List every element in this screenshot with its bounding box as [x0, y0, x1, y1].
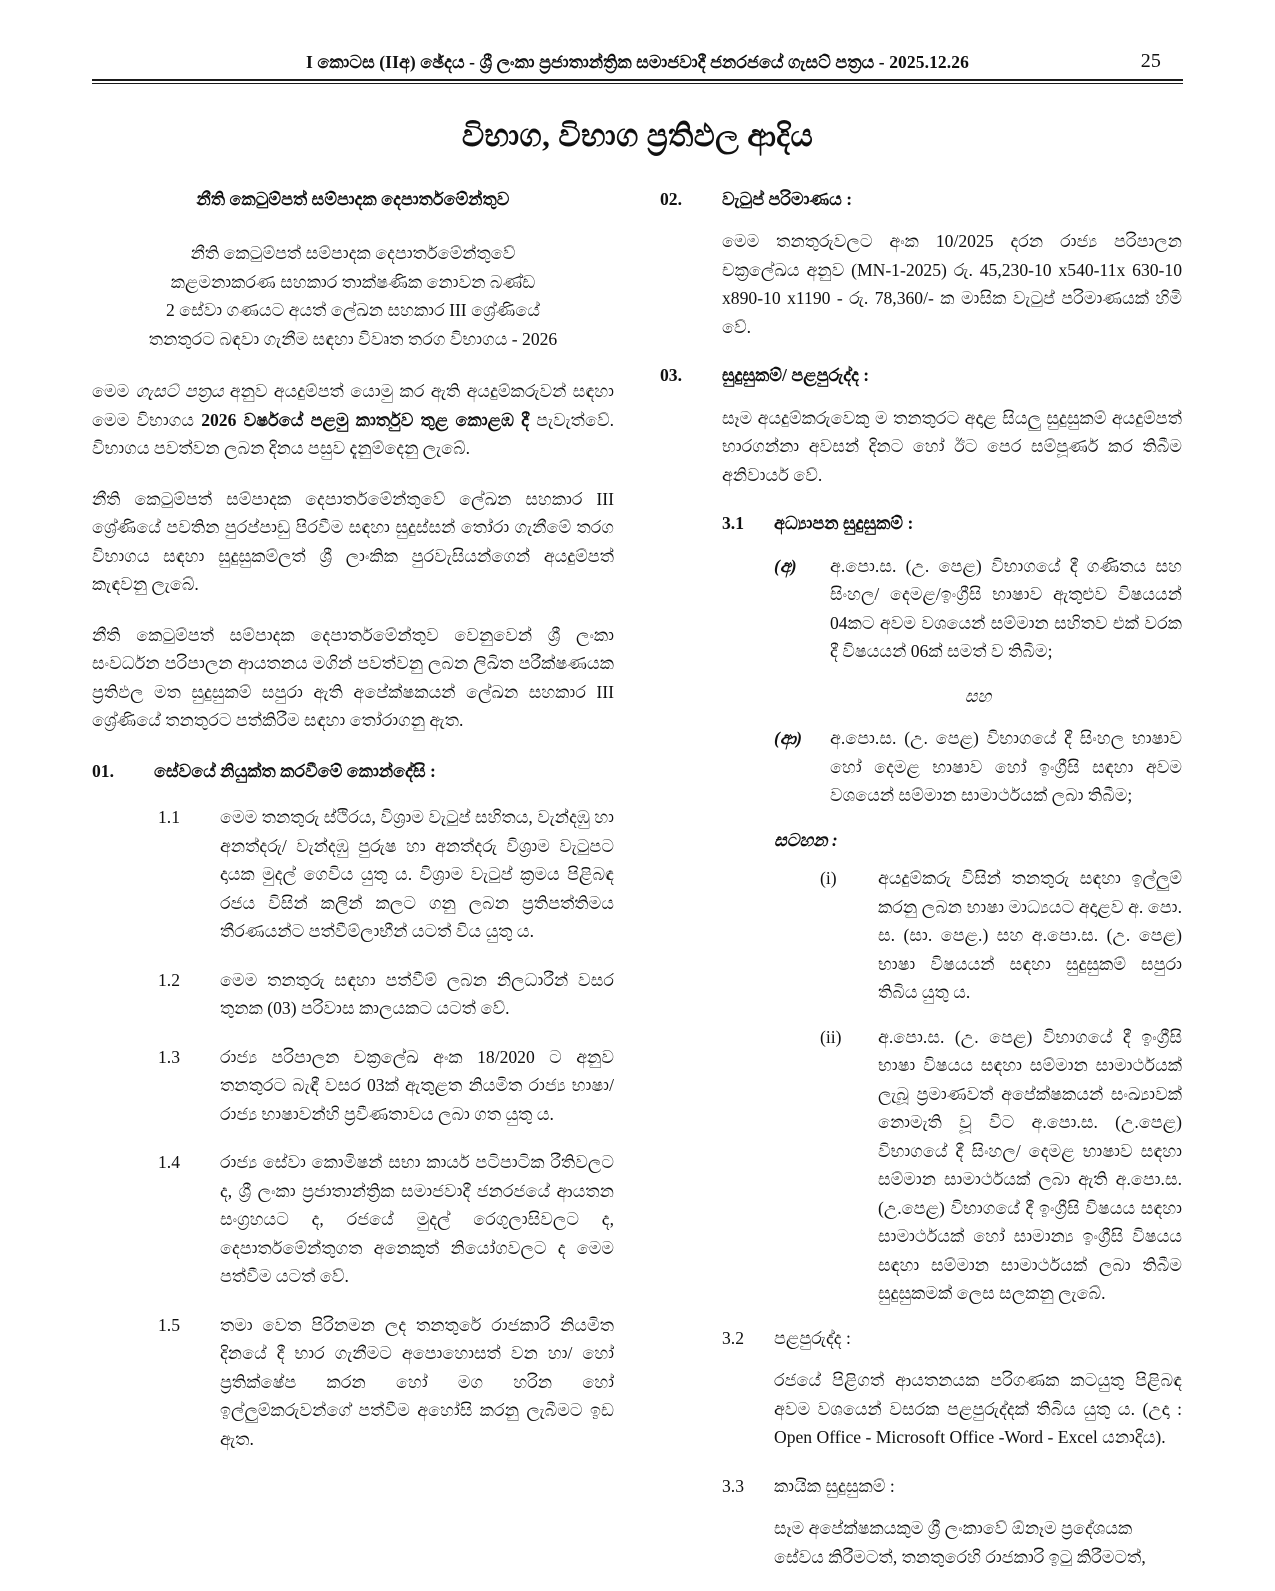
item-text: තමා වෙත පිරිනමන ලද තනතුරේ රාජකාරි නියමිත දිනයේ දී භාර ගැනීමට අපොහොසත් වන හා/ හෝ ප්‍රතික්ෂේප කරන හෝ මග හරින හෝ ඉල්ලුම්කරුවන්ගේ පත්වීම අහෝසි කරනු ලැබීමට ඉඩ ඇත.	[220, 1311, 614, 1454]
subsection-3-3-title: කායික සුදුසුකම් :	[774, 1472, 895, 1501]
note-i-text: අයදුම්කරු විසින් තනතුරු සඳහා ඉල්ලුම් කරනු ලබන භාෂා මාධ්‍යයට අදාළව අ. පො. ස. (සා. පෙළ.) සහ අ.පො.ස. (උ. පෙළ) භාෂා විෂයයන් සඳහා සුදුසුකම් සපුරා තිබිය යුතු ය.	[878, 864, 1182, 1007]
note-i-marker: (i)	[820, 864, 878, 1007]
right-column	[660, 185, 1182, 1591]
intro-paragraph-3: නීති කෙටුම්පත් සම්පාදක දෙපාර්තමේන්තුව වෙනුවෙන් ශ්‍රී ලංකා සංවර්ධන පරිපාලන ආයතනය මගින් පවත්වනු ලබන ලිඛිත පරීක්ෂණයක ප්‍රතිඵල මත සුදුසුකම් සපුරා ඇති අපේක්ෂකයන් ලේඛන සහකාර III ශ්‍රේණියේ තනතුරට පත්කිරීම සඳහා තෝරාගනු ඇත.	[92, 621, 614, 735]
section-01-heading	[92, 757, 614, 786]
subsection-3-2-heading	[660, 1324, 1182, 1353]
intro-p1-gazette: ගැසට් පත්‍රය	[136, 381, 230, 401]
intro-p1-part: අනුව අයදුම්පත් යොමු කර ඇති අයදුම්කරුවන් සඳහා මෙම විභාගය	[92, 381, 614, 430]
item-text: මෙම තනතුරු සඳහා පත්වීම් ලබන නිලධාරීන් වසර තුනක (03) පරිවාස කාලයකට යටත් වේ.	[220, 966, 614, 1023]
left-column	[92, 185, 614, 1474]
list-item	[92, 966, 614, 1023]
qualification-option-a	[660, 552, 1182, 666]
option-a-text: අ.පො.ස. (උ. පෙළ) විභාගයේ දී ගණිතය සහ සිංහල/ දෙමළ/ඉංග්‍රීසි භාෂාව ඇතුළුව විෂයයන් 04කට අවම වශයෙන් සම්මාන සහිතව එක් වරක දී විෂයයන් 06ක් සමත් ව තිබීම;	[830, 552, 1182, 666]
subsection-3-1-number: 3.1	[722, 509, 774, 538]
exam-heading-line: තනතුරට බඳවා ගැනීම සඳහා විවෘත තරග විභාගය - 2026	[92, 325, 614, 354]
list-item	[92, 803, 614, 946]
subsection-3-3-heading	[660, 1472, 1182, 1501]
option-b-marker: (ආ)	[774, 724, 830, 810]
header-rule-thick	[92, 79, 1183, 81]
subsection-3-3-body: සෑම අපේක්ෂකයකුම ශ්‍රී ලංකාවේ ඕනෑම ප්‍රදේශයක සේවය කිරීමටත්, තනතුරෙහි රාජකාරි ඉටු කිරීමටත්,	[660, 1514, 1182, 1571]
running-head-text: I කොටස (IIඅ) ඡේදය - ශ්‍රී ලංකා ප්‍රජාතාන්ත්‍රික සමාජවාදී ජනරජයේ ගැසට් පත්‍රය - 2025.12.26	[306, 52, 969, 73]
section-01-number: 01.	[92, 757, 154, 786]
section-01-title: සේවයේ නියුක්ත කරවීමේ කොන්දේසි :	[154, 757, 436, 786]
header-rule-thin	[92, 83, 1183, 84]
note-ii-text: අ.පො.ස. (උ. පෙළ) විභාගයේ දී ඉංග්‍රීසි භාෂා විෂයය සඳහා සම්මාන සාමාර්ථයක් ලැබූ ප්‍රමාණවත් අපේක්ෂකයන් සංඛ්‍යාවක් නොමැති වූ විට අ.පො.ස. (උ.පෙළ) විභාගයේ දී සිංහල/ දෙමළ භාෂාව සඳහා සම්මාන සාමාර්ථයක් ලබා ඇති අ.පො.ස. (උ.පෙළ) විභාගයේ දී ඉංග්‍රීසි විෂයය සඳහා සාමාර්ථයක් හෝ සාමාන්‍ය ඉංග්‍රීසි විෂයය සඳහා සම්මාන සාමාර්ථයක් ලබා තිබීම සුදුසුකමක් ලෙස සලකනු ලැබේ.	[878, 1023, 1182, 1308]
item-number: 1.1	[92, 803, 220, 946]
item-number: 1.3	[92, 1043, 220, 1129]
item-number: 1.5	[92, 1311, 220, 1454]
subsection-3-1-title: අධ්‍යාපන සුදුසුකම් :	[774, 509, 913, 538]
item-text: රාජ්‍ය පරිපාලන චක්‍රලේඛ අංක 18/2020 ට අනුව තනතුරට බැඳී වසර 03ක් ඇතුළත නියමිත රාජ්‍ය භාෂා/රාජ්‍ය භාෂාවන්හි ප්‍රවීණතාවය ලබා ගත යුතු ය.	[220, 1043, 614, 1129]
subsection-3-1-heading	[660, 509, 1182, 538]
section-02-heading	[660, 185, 1182, 214]
intro-p1-part: පැවැත්වේ. විභාගය පවත්වන ලබන දිනය පසුව දැනුම්දෙනු ලැබේ.	[92, 410, 614, 459]
section-02-number: 02.	[660, 185, 722, 214]
exam-heading	[92, 239, 614, 353]
section-03-body: සෑම අයදුම්කරුවෙකු ම තනතුරට අදාළ සියලු සුදුසුකම් අයදුම්පත් භාරගන්නා අවසන් දිනට හෝ ඊට පෙර සම්පූර්ණ කර තිබීම අනිවාර්ය වේ.	[660, 404, 1182, 490]
subsection-3-2-body: රජයේ පිළිගත් ආයතනයක පරිගණක කටයුතු පිළිබඳ අවම වශයෙන් වසරක පළපුරුද්දක් තිබිය යුතු ය. (උදා : Open Office - Microsoft Office -Word - Excel යනාදිය).	[660, 1366, 1182, 1452]
intro-paragraph-1	[92, 377, 614, 463]
intro-paragraph-2: නීති කෙටුම්පත් සම්පාදක දෙපාර්තමේන්තුවේ ලේඛන සහකාර III ශ්‍රේණියේ පවතින පුරප්පාඩු පිරවීම සඳහා සුදුස්සන් තෝරා ගැනීමේ තරග විභාගය සඳහා සුදුසුකම්ලත් ශ්‍රී ලාංකික පුරවැසියන්ගෙන් අයදුම්පත් කැඳවනු ලැබේ.	[92, 485, 614, 599]
qualification-option-b	[660, 724, 1182, 810]
item-text: මෙම තනතුරු ස්ථිරය, විශ්‍රාම වැටුප් සහිතය, වැන්දඹු හා අනත්දරු/ වැන්දඹු පුරුෂ හා අනත්දරු විශ්‍රාම වැටුපට දායක මුදල් ගෙවිය යුතු ය. විශ්‍රාම වැටුප් ක්‍රමය පිළිබඳ රජය විසින් කලින් කලට ගනු ලබන ප්‍රතිපත්තිමය තීරණයන්ට පත්වීම්ලාභීන් යටත් විය යුතු ය.	[220, 803, 614, 946]
note-item-ii	[660, 1023, 1182, 1308]
intro-p1-emphasis: 2026 වර්ෂයේ පළමු කාර්තුව තුළ කොළඹ දී	[201, 410, 536, 430]
section-03-heading	[660, 361, 1182, 390]
section-03-title: සුදුසුකම්/ පළපුරුද්ද :	[722, 361, 869, 390]
intro-p1-part: මෙම	[92, 381, 136, 401]
item-number: 1.2	[92, 966, 220, 1023]
section-03-number: 03.	[660, 361, 722, 390]
subsection-3-2-number: 3.2	[722, 1324, 774, 1353]
running-head	[92, 52, 1183, 79]
item-text: රාජ්‍ය සේවා කොමිෂන් සභා කාර්ය පටිපාටික රීතිවලට ද, ශ්‍රී ලංකා ප්‍රජාතාන්ත්‍රික සමාජවාදී ජනරජයේ ආයතන සංග්‍රහයට ද, රජයේ මුදල් රෙගුලාසිවලට ද, දෙපාර්තමේන්තුගත අනෙකුත් නියෝගවලට ද මෙම පත්වීම යටත් වේ.	[220, 1148, 614, 1291]
exam-heading-line: නීති කෙටුම්පත් සම්පාදක දෙපාර්තමේන්තුවේ	[92, 239, 614, 268]
page-title: විභාග, විභාග ප්‍රතිඵල ආදිය	[92, 118, 1183, 155]
subsection-3-2-title: පළපුරුද්ද :	[774, 1324, 851, 1353]
note-ii-marker: (ii)	[820, 1023, 878, 1308]
subsection-3-3-number: 3.3	[722, 1472, 774, 1501]
exam-heading-line: 2 සේවා ගණයට අයත් ලේඛන සහකාර III ශ්‍රේණියේ	[92, 296, 614, 325]
conjunction-and: සහ	[660, 682, 1182, 711]
body-columns	[92, 185, 1183, 1591]
section-02-body: මෙම තනතුරුවලට අංක 10/2025 දරන රාජ්‍ය පරිපාලන චක්‍රලේඛය අනුව (MN-1-2025) රු. 45,230-10 x540-11x 630-10 x890-10 x1190 - රු. 78,360/- ක මාසික වැටුප් පරිමාණයක් හිමි වේ.	[660, 227, 1182, 341]
option-b-text: අ.පො.ස. (උ. පෙළ) විභාගයේ දී සිංහල භාෂාව හෝ දෙමළ භාෂාව හෝ ඉංග්‍රීසි සඳහා අවම වශයෙන් සම්මාන සාමාර්ථයක් ලබා තිබීම;	[830, 724, 1182, 810]
item-number: 1.4	[92, 1148, 220, 1291]
section-02-title: වැටුප් පරිමාණය :	[722, 185, 852, 214]
exam-heading-line: කළමනාකරණ සහකාර තාක්ෂණික නොවන බණ්ඩ	[92, 268, 614, 297]
list-item	[92, 1311, 614, 1454]
department-name: නීති කෙටුම්පත් සම්පාදක දෙපාර්තමේන්තුව	[92, 185, 614, 214]
option-a-marker: (අ)	[774, 552, 830, 666]
page-number: 25	[1141, 50, 1161, 73]
list-item	[92, 1043, 614, 1129]
list-item	[92, 1148, 614, 1291]
note-label: සටහන :	[660, 826, 1182, 855]
note-item-i	[660, 864, 1182, 1007]
